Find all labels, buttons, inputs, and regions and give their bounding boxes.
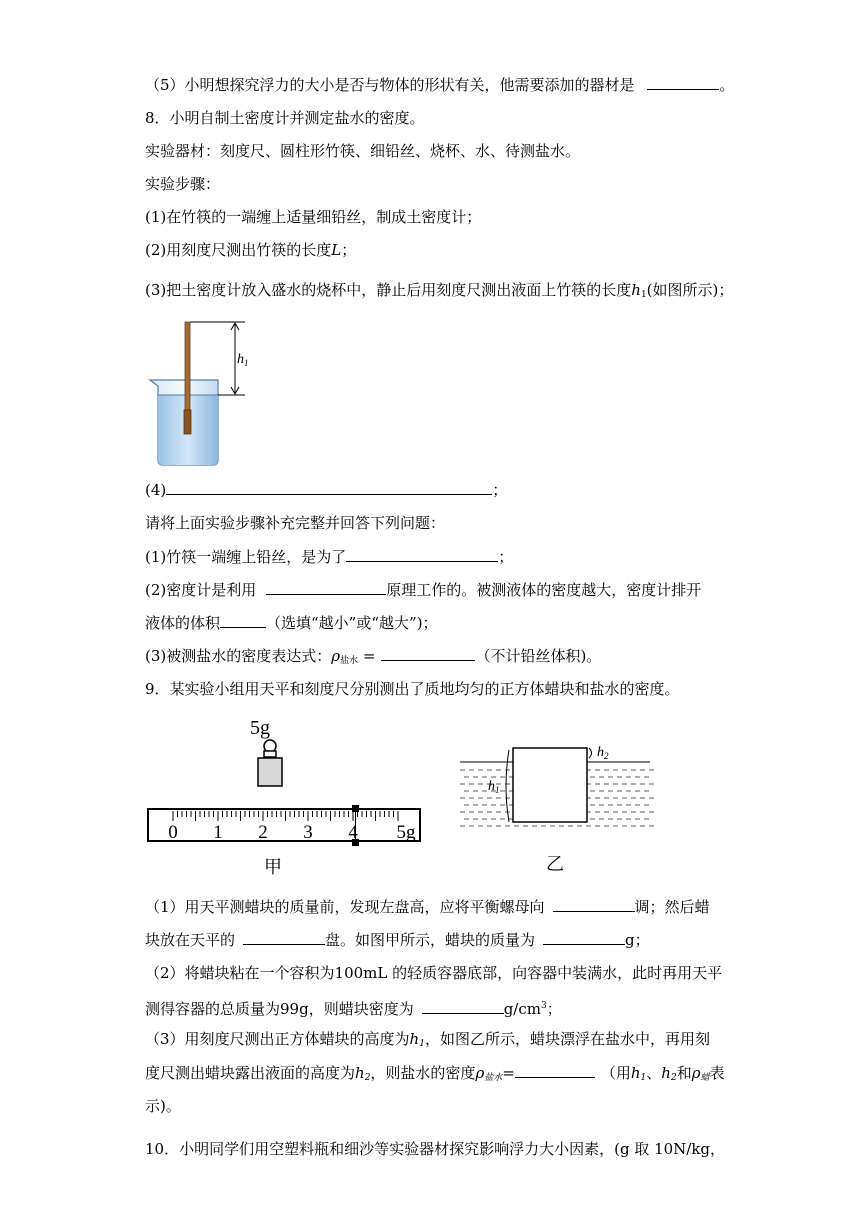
ruler-tick-label: 2 <box>258 822 268 843</box>
q8-step2-end: ； <box>341 241 357 259</box>
q8-a3-rho-sub: 盐水 <box>340 656 359 666</box>
q8-step4-text: (4) <box>145 481 167 499</box>
q9-p1-text: （1）用天平测蜡块的质量前，发现左盘高，应将平衡螺母向 <box>145 898 545 916</box>
q10-text: 10．小明同学们用空塑料瓶和细沙等实验器材探究影响浮力大小因素，(g 取 10N/kg， <box>145 1140 726 1158</box>
lead-wire <box>184 410 191 434</box>
q9-p3c: 示)。 <box>145 1097 181 1115</box>
q9-p1b-end: g； <box>625 931 650 949</box>
h1-label: $h_1$ <box>237 352 249 368</box>
ruler-tick-label: 0 <box>168 822 178 843</box>
q8-step3-text: (3)把土密度计放入盛水的烧杯中，静止后用刻度尺测出液面上竹筷的长度 <box>145 281 632 299</box>
q9-p3b-end: 表 <box>709 1064 725 1082</box>
q9-p1b-text: 块放在天平的 <box>145 931 236 949</box>
rider <box>352 805 359 812</box>
q8-a2 <box>145 579 701 601</box>
q9-p2b <box>145 995 562 1020</box>
q9-p3b-rho: ρ <box>475 1064 485 1082</box>
ruler-tick-label: 1 <box>213 822 223 843</box>
q9-p3b-sep: 、 <box>646 1064 662 1082</box>
q8-a3-end: （不计铅丝体积)。 <box>475 647 602 665</box>
q8-materials: 实验器材：刻度尺、圆柱形竹筷、细铅丝、烧杯、水、待测盐水。 <box>145 142 581 160</box>
q9-p2: （2）将蜡块粘在一个容积为100mL 的轻质容器底部，向容器中装满水，此时再用天平 <box>145 964 723 982</box>
q9-p2b-text: 测得容器的总质量为99g，则蜡块密度为 <box>145 1000 414 1018</box>
q8-step4-end: ； <box>492 481 508 499</box>
q8-title: 8．小明自制土密度计并测定盐水的密度。 <box>145 109 425 127</box>
fig-b-caption: 乙 <box>546 854 564 874</box>
q7-p5-text: （5）小明想探究浮力的大小是否与物体的形状有关，他需要添加的器材是 <box>145 76 635 94</box>
q8-a1-end: ； <box>498 548 514 566</box>
q9-p1-answer-blank[interactable] <box>553 897 635 912</box>
q8-a2-mid: 原理工作的。被测液体的密度越大，密度计排开 <box>386 581 702 599</box>
q8-a1-text: (1)竹筷一端缠上铅丝，是为了 <box>145 548 347 566</box>
q9-p1b-blank-a[interactable] <box>243 930 325 945</box>
q8-step3 <box>145 279 733 306</box>
q8-step2 <box>145 239 356 261</box>
fig-a-caption: 甲 <box>264 857 282 877</box>
q9-p3b-rho-sub: 盐水 <box>484 1073 503 1083</box>
q9-p3b-h1: h <box>630 1064 641 1082</box>
q8-a3-eq: = <box>358 647 376 665</box>
q9-p1 <box>145 896 710 918</box>
q9-p2b-unit: g/cm <box>503 1000 541 1018</box>
q9-p1b-blank-b[interactable] <box>543 930 625 945</box>
q9-p3b-var-sub: 2 <box>364 1073 371 1083</box>
q9-p3b-paren: （用 <box>600 1064 631 1082</box>
h1-label-b: $h_1$ <box>488 779 500 795</box>
q8-a3 <box>145 645 601 672</box>
q9-p3b-h2-sub: 2 <box>670 1073 677 1083</box>
q9-p2b-answer-blank[interactable] <box>422 999 504 1014</box>
q9-p3b-rho2: ρ <box>691 1064 701 1082</box>
q8-step2-var: L <box>331 241 342 259</box>
q8-a2-text: (2)密度计是利用 <box>145 581 257 599</box>
q8-prompt: 请将上面实验步骤补充完整并回答下列问题： <box>145 514 446 532</box>
q9-p3b-h2: h <box>661 1064 671 1082</box>
q9-p3b-h1-sub: 1 <box>640 1073 647 1083</box>
ruler-tick-label: 4 <box>348 822 358 843</box>
q9-p3b-var: h <box>355 1064 365 1082</box>
q8-a2-answer-blank[interactable] <box>266 580 386 595</box>
weight-block <box>258 758 282 786</box>
q9-p3b <box>145 1062 725 1089</box>
q7-p5-answer-blank[interactable] <box>647 75 719 90</box>
q9-p3-end: ，如图乙所示，蜡块漂浮在盐水中，再用刻 <box>424 1030 710 1048</box>
q9-p1b <box>145 929 650 951</box>
q9-p3b-text: 度尺测出蜡块露出液面的高度为 <box>145 1064 356 1082</box>
ruler-tick-label: 3 <box>303 822 313 843</box>
q9-p3b-mid: ，则盐水的密度 <box>370 1064 476 1082</box>
q8-a2b-text: 液体的体积 <box>145 614 221 632</box>
h2-label: $h_2$ <box>597 745 609 761</box>
q9-p1b-mid: 盘。如图甲所示，蜡块的质量为 <box>325 931 536 949</box>
q8-a1-answer-blank[interactable] <box>346 547 498 562</box>
balance-figure <box>140 708 430 883</box>
q8-a3-rho: ρ <box>331 647 341 665</box>
q8-step3-var: h <box>631 281 641 299</box>
q8-a3-answer-blank[interactable] <box>381 646 475 661</box>
q9-p3-var: h <box>409 1030 420 1048</box>
q8-step1: (1)在竹筷的一端缠上适量细铅丝，制成土密度计； <box>145 208 482 226</box>
q9-p3b-answer-blank[interactable] <box>515 1063 595 1078</box>
q9-p3b-and: 和 <box>676 1064 692 1082</box>
q8-step4-answer-blank[interactable] <box>166 480 492 495</box>
q8-a1 <box>145 546 513 568</box>
q8-step3-sub: 1 <box>640 290 647 300</box>
q9-p3-text: （3）用刻度尺测出正方体蜡块的高度为 <box>145 1030 410 1048</box>
q8-step3-end: (如图所示)； <box>646 281 734 299</box>
q9-p1-end: 调；然后蜡 <box>634 898 710 916</box>
q8-a2b-end: （选填“越小”或“越大”)； <box>266 614 438 632</box>
ruler-tick-label: 5g <box>396 822 416 843</box>
floating-block-figure <box>455 740 665 880</box>
weight-label: 5g <box>250 717 270 739</box>
q7-p5-end: 。 <box>719 76 735 94</box>
q9-p3 <box>145 1028 710 1055</box>
wax-block <box>513 748 587 822</box>
q9-p3b-rho2-sub: 蜡 <box>700 1073 710 1083</box>
q8-step4 <box>145 479 507 501</box>
q9-p3-var-sub: 1 <box>419 1039 425 1049</box>
q8-a2b <box>145 612 438 634</box>
q7-part5 <box>145 74 734 96</box>
q9-p2b-sup: 3 <box>540 1001 547 1011</box>
beaker-figure <box>140 310 280 470</box>
q8-a3-text: (3)被测盐水的密度表达式： <box>145 647 332 665</box>
q9-title: 9．某实验小组用天平和刻度尺分别测出了质地均匀的正方体蜡块和盐水的密度。 <box>145 680 680 698</box>
ruler-body <box>148 809 420 841</box>
q8-step2-text: (2)用刻度尺测出竹筷的长度 <box>145 241 332 259</box>
q8-a2b-answer-blank[interactable] <box>220 613 266 628</box>
q8-steps-label: 实验步骤： <box>145 175 221 193</box>
q9-p3b-eq: = <box>502 1064 515 1082</box>
q9-p2b-end: ； <box>546 1000 562 1018</box>
